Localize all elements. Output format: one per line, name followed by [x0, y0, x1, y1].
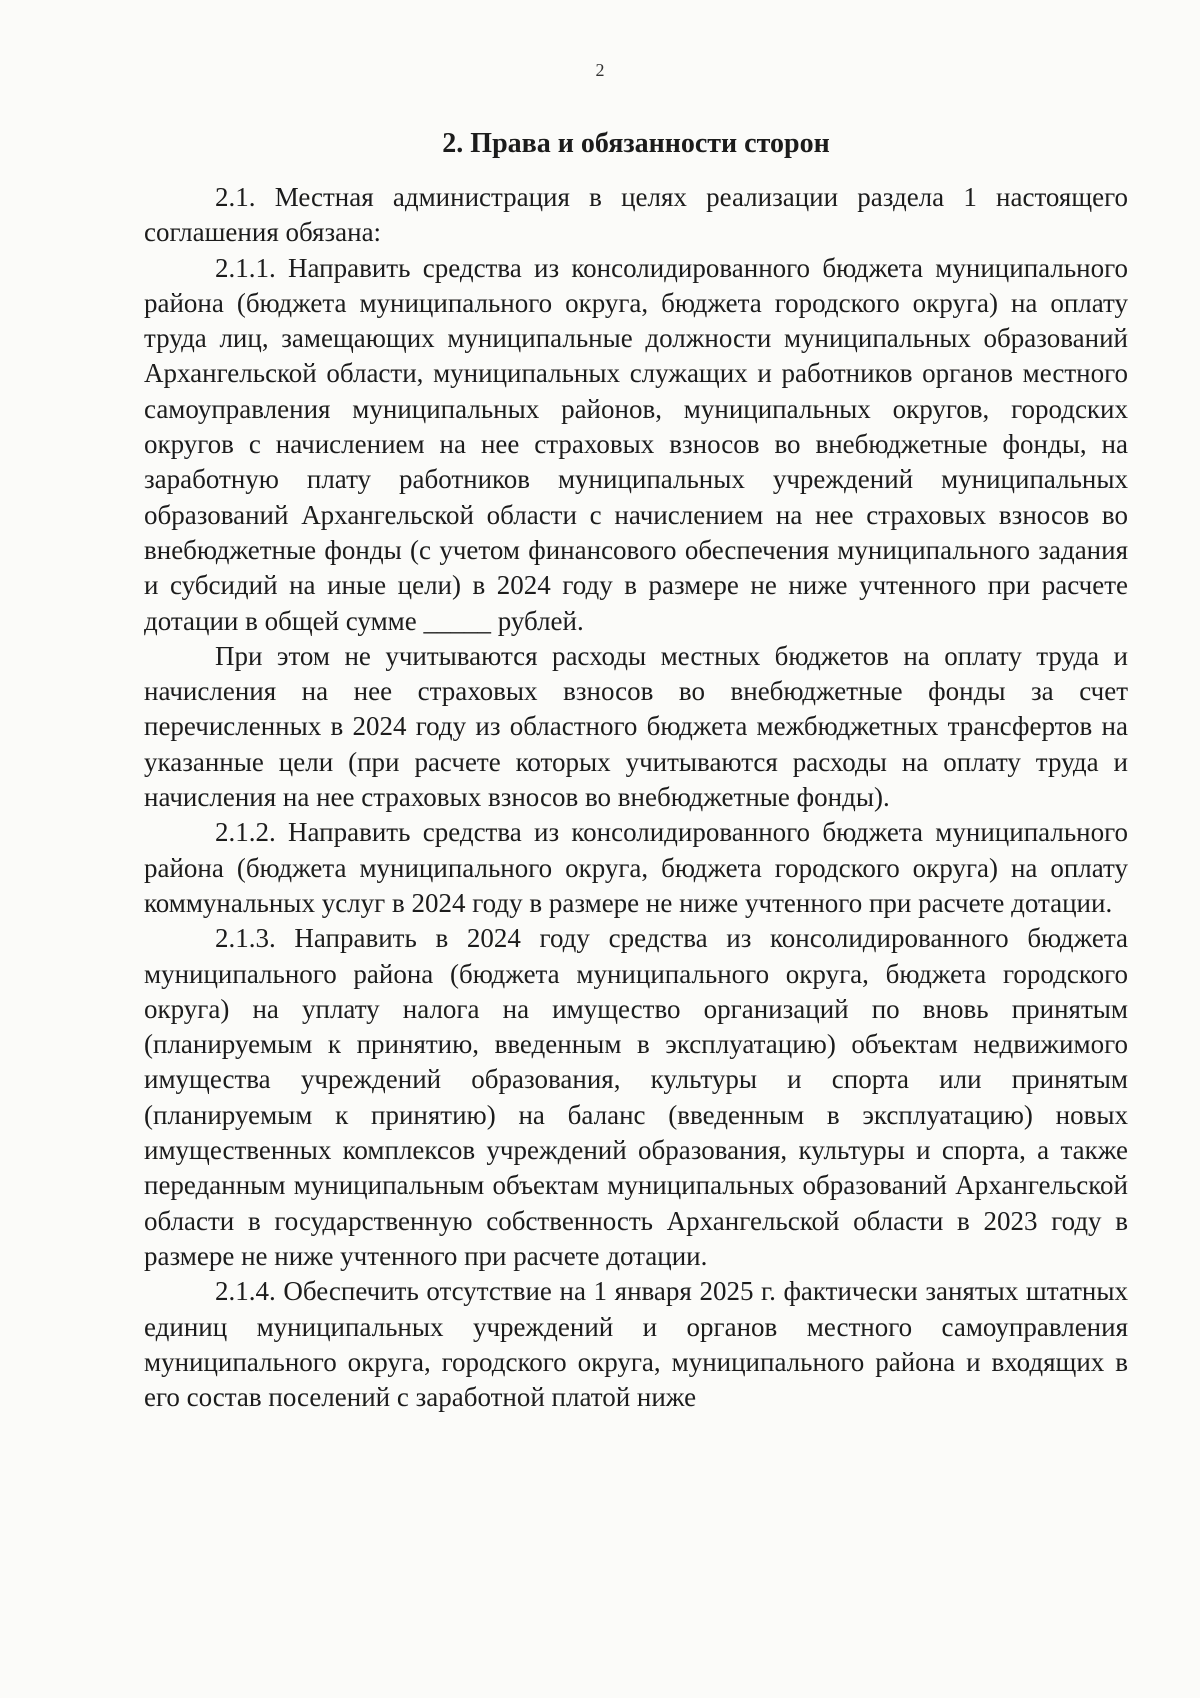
page-number: 2	[595, 60, 605, 80]
paragraph-2-1-4: 2.1.4. Обеспечить отсутствие на 1 января 2025 г. фактически занятых штатных единиц муниципальных учреждений и органов местного самоуправления муниципального округа, городского округа, муниципального района и входящих в его состав поселений с заработной платой ниже	[144, 1276, 1128, 1413]
document-body	[144, 126, 1128, 1415]
paragraph-2-1-2: 2.1.2. Направить средства из консолидированного бюджета муниципального района (бюджета муниципального округа, бюджета городского округа) на оплату коммунальных услуг в 2024 году в размере не ниже учтенного при расчете дотации.	[144, 817, 1128, 918]
section-heading: 2. Права и обязанности сторон	[442, 128, 830, 159]
paragraph-note: При этом не учитываются расходы местных бюджетов на оплату труда и начисления на нее страховых взносов во внебюджетные фонды за счет перечисленных в 2024 году из областного бюджета межбюджетных трансфертов на указанные цели (при расчете которых учитываются расходы на оплату труда и начисления на нее страховых взносов во внебюджетные фонды).	[144, 640, 1128, 813]
paragraph-2-1-1: 2.1.1. Направить средства из консолидированного бюджета муниципального района (бюджета муниципального округа, бюджета городского округа) на оплату труда лиц, замещающих муниципальные должности муниципальных образований Архангельской области, муниципальных служащих и работников органов местного самоуправления муниципальных районов, муниципальных округов, городских округов с начислением на нее страховых взносов во внебюджетные фонды, на заработную плату работников муниципальных учреждений муниципальных образований Архангельской области с начислением на нее страховых взносов во внебюджетные фонды (с учетом финансового обеспечения муниципального задания и субсидий на иные цели) в 2024 году в размере не ниже учтенного при расчете дотации в общей сумме _____ рублей.	[144, 252, 1128, 636]
paragraph-2-1: 2.1. Местная администрация в целях реализации раздела 1 настоящего соглашения обязана:	[144, 182, 1128, 248]
paragraph-2-1-3: 2.1.3. Направить в 2024 году средства из консолидированного бюджета муниципального района (бюджета муниципального округа, бюджета городского округа) на уплату налога на имущество организаций по вновь принятым (планируемым к принятию, введенным в эксплуатацию) объектам недвижимого имущества учреждений образования, культуры и спорта или принятым (планируемым к принятию) на баланс (введенным в эксплуатацию) новых имущественных комплексов учреждений образования, культуры и спорта, а также переданным муниципальным объектам муниципальных образований Архангельской области в государственную собственность Архангельской области в 2023 году в размере не ниже учтенного при расчете дотации.	[144, 923, 1128, 1271]
